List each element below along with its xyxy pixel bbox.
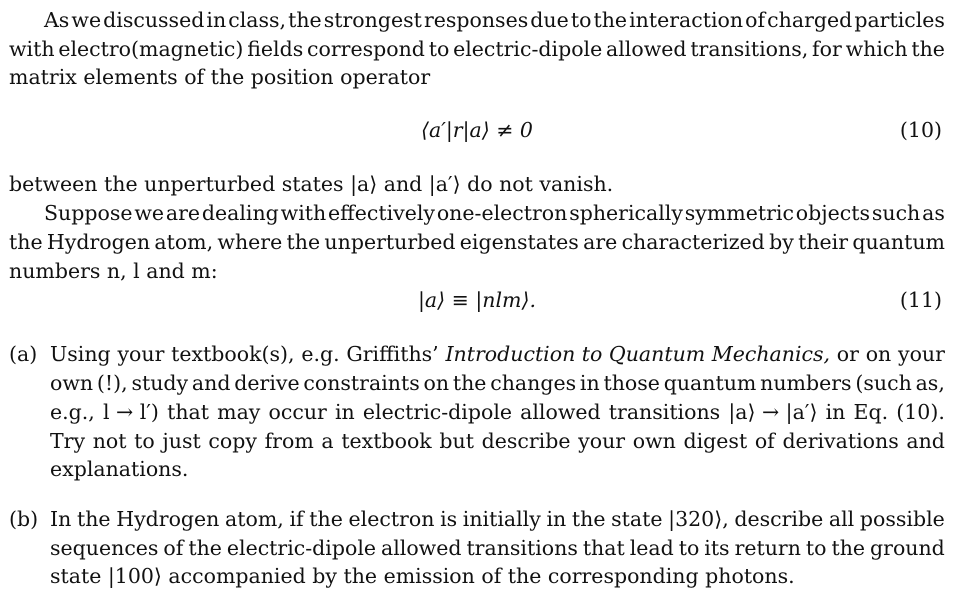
word: quantum bbox=[852, 230, 945, 254]
word: characterized bbox=[621, 230, 765, 254]
word: a bbox=[321, 429, 334, 453]
word: sequences bbox=[50, 536, 159, 560]
word: the bbox=[593, 8, 628, 32]
word: occur bbox=[268, 400, 327, 424]
word: atom, bbox=[154, 230, 214, 254]
word: in bbox=[825, 400, 846, 424]
word: if bbox=[289, 507, 304, 531]
word: your bbox=[117, 342, 165, 366]
equation-11: |a⟩ ≡ |nlm⟩. bbox=[418, 288, 536, 312]
word: in bbox=[579, 371, 600, 395]
word: initially bbox=[462, 507, 541, 531]
word: study bbox=[131, 371, 189, 395]
word: |320⟩, bbox=[668, 507, 729, 531]
word: Hydrogen bbox=[46, 230, 151, 254]
word: in bbox=[546, 507, 567, 531]
intro-line-3: matrix elements of the position operator bbox=[9, 65, 431, 89]
word: Introduction to Quantum Mechanics, bbox=[445, 342, 831, 366]
word: electron bbox=[348, 507, 435, 531]
word: atom, bbox=[225, 507, 284, 531]
word: may bbox=[217, 400, 261, 424]
para2-line-1 bbox=[44, 199, 945, 227]
item-a-line-3 bbox=[50, 398, 945, 426]
word: all bbox=[828, 507, 855, 531]
word: electric-dipole bbox=[453, 37, 603, 61]
item-b-line-1 bbox=[50, 505, 945, 533]
word: electric-dipole bbox=[226, 536, 377, 560]
word: and bbox=[191, 371, 231, 395]
word: but bbox=[439, 429, 474, 453]
item-b-label: (b) bbox=[9, 507, 39, 531]
word: to bbox=[805, 536, 827, 560]
word: spherically bbox=[569, 201, 683, 225]
word: the bbox=[286, 230, 321, 254]
word: responses bbox=[423, 8, 529, 32]
word: to bbox=[678, 536, 700, 560]
para2-line-3: numbers n, l and m: bbox=[9, 259, 218, 283]
word: we bbox=[71, 8, 102, 32]
word: with bbox=[9, 37, 55, 61]
word: e.g. bbox=[301, 342, 340, 366]
word: in bbox=[334, 400, 355, 424]
word: unperturbed bbox=[324, 230, 456, 254]
word: digest bbox=[683, 429, 748, 453]
equation-10-number: (10) bbox=[899, 118, 942, 142]
word: are bbox=[583, 230, 618, 254]
word: quantum bbox=[663, 371, 757, 395]
word: allowed bbox=[520, 400, 601, 424]
item-a-line-4 bbox=[50, 427, 945, 455]
word: (such bbox=[855, 371, 912, 395]
word: those bbox=[603, 371, 660, 395]
item-a-label: (a) bbox=[9, 342, 38, 366]
word: just bbox=[162, 429, 201, 453]
word: the bbox=[571, 507, 606, 531]
word: objects bbox=[795, 201, 870, 225]
word: changes bbox=[490, 371, 577, 395]
word: not bbox=[92, 429, 127, 453]
word: transitions bbox=[608, 400, 721, 424]
word: textbook(s), bbox=[171, 342, 295, 366]
intro-line-1 bbox=[44, 6, 945, 34]
word: ground bbox=[870, 536, 945, 560]
word: your bbox=[897, 342, 945, 366]
word: effectively bbox=[328, 201, 435, 225]
word: for bbox=[812, 37, 842, 61]
word: from bbox=[264, 429, 314, 453]
word: and bbox=[906, 429, 945, 453]
word: transitions, bbox=[690, 37, 809, 61]
word: as, bbox=[915, 371, 945, 395]
word: As bbox=[44, 8, 70, 32]
word: the bbox=[831, 536, 866, 560]
para2-line-2 bbox=[9, 228, 945, 256]
word: transitions bbox=[466, 536, 578, 560]
word: Suppose bbox=[44, 201, 133, 225]
word: we bbox=[134, 201, 165, 225]
word: electric-dipole bbox=[362, 400, 513, 424]
word: Griffiths’ bbox=[346, 342, 439, 366]
word: to bbox=[570, 8, 592, 32]
word: l → l′) bbox=[102, 400, 159, 424]
word: as bbox=[922, 201, 945, 225]
word: describe bbox=[734, 507, 824, 531]
item-a-line-5: explanations. bbox=[50, 457, 189, 481]
word: by bbox=[769, 230, 794, 254]
word: possible bbox=[859, 507, 945, 531]
item-b-line-2 bbox=[50, 534, 945, 562]
word: describe bbox=[481, 429, 571, 453]
word: the bbox=[9, 230, 43, 254]
word: on bbox=[865, 342, 892, 366]
word: of bbox=[163, 536, 184, 560]
after-equation-10: between the unperturbed states |a⟩ and |a′⟩ do not vanish. bbox=[9, 172, 614, 196]
equation-11-number: (11) bbox=[899, 288, 942, 312]
word: or bbox=[836, 342, 859, 366]
word: Using bbox=[50, 342, 111, 366]
word: the bbox=[288, 8, 322, 32]
word: their bbox=[798, 230, 849, 254]
item-a-line-2 bbox=[50, 369, 945, 397]
word: dealing bbox=[201, 201, 279, 225]
item-a-line-1 bbox=[50, 340, 945, 368]
word: eigenstates bbox=[459, 230, 579, 254]
word: own bbox=[632, 429, 676, 453]
word: to bbox=[428, 37, 450, 61]
word: the bbox=[911, 37, 945, 61]
word: In bbox=[50, 507, 72, 531]
word: your bbox=[578, 429, 626, 453]
word: e.g., bbox=[50, 400, 95, 424]
word: allowed bbox=[606, 37, 687, 61]
word: such bbox=[871, 201, 921, 225]
word: state bbox=[611, 507, 663, 531]
word: is bbox=[440, 507, 458, 531]
word: charged bbox=[767, 8, 853, 32]
intro-line-2 bbox=[9, 35, 945, 63]
word: on bbox=[423, 371, 450, 395]
word: correspond bbox=[307, 37, 425, 61]
word: with bbox=[280, 201, 327, 225]
word: one-electron bbox=[436, 201, 568, 225]
equation-10: ⟨a′|r|a⟩ ≠ 0 bbox=[421, 118, 533, 142]
word: particles bbox=[854, 8, 945, 32]
word: Try bbox=[50, 429, 86, 453]
word: interaction bbox=[629, 8, 744, 32]
word: fields bbox=[247, 37, 304, 61]
word: its bbox=[704, 536, 730, 560]
word: are bbox=[165, 201, 201, 225]
word: the bbox=[76, 507, 111, 531]
word: return bbox=[734, 536, 801, 560]
word: textbook bbox=[341, 429, 432, 453]
word: the bbox=[188, 536, 222, 560]
word: numbers bbox=[760, 371, 852, 395]
word: strongest bbox=[323, 8, 422, 32]
word: symmetric bbox=[684, 201, 794, 225]
word: lead bbox=[629, 536, 674, 560]
word: copy bbox=[208, 429, 257, 453]
word: derive bbox=[234, 371, 300, 395]
word: Eq. bbox=[853, 400, 889, 424]
word: that bbox=[582, 536, 625, 560]
word: the bbox=[452, 371, 487, 395]
word: that bbox=[167, 400, 209, 424]
word: (!), bbox=[96, 371, 128, 395]
word: the bbox=[309, 507, 343, 531]
word: constraints bbox=[303, 371, 420, 395]
word: own bbox=[50, 371, 94, 395]
word: discussed bbox=[103, 8, 205, 32]
word: where bbox=[217, 230, 283, 254]
word: of bbox=[745, 8, 766, 32]
word: which bbox=[845, 37, 908, 61]
word: electro(magnetic) bbox=[58, 37, 244, 61]
word: Hydrogen bbox=[116, 507, 220, 531]
word: in bbox=[206, 8, 227, 32]
word: derivations bbox=[782, 429, 899, 453]
word: due bbox=[530, 8, 569, 32]
word: class, bbox=[228, 8, 287, 32]
item-b-line-3: state |100⟩ accompanied by the emission of the corresponding photons. bbox=[50, 564, 795, 588]
word: (10). bbox=[896, 400, 945, 424]
word: |a⟩ → |a′⟩ bbox=[728, 400, 818, 424]
word: allowed bbox=[380, 536, 462, 560]
word: of bbox=[754, 429, 775, 453]
word: to bbox=[134, 429, 155, 453]
